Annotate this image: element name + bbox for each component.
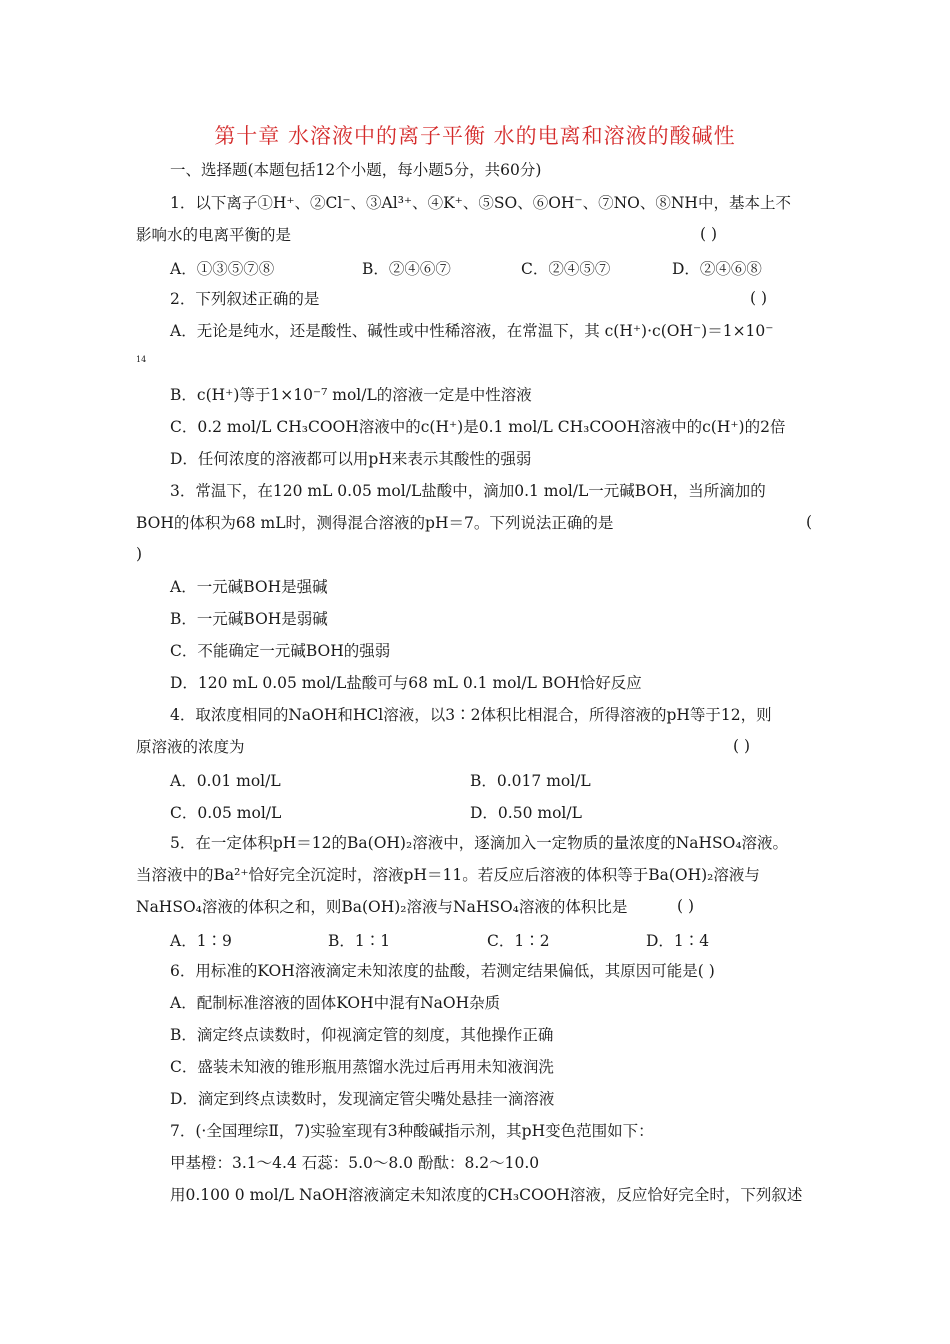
q3-stem-line2: BOH的体积为68 mL时，测得混合溶液的pH＝7。下列说法正确的是 <box>136 514 614 532</box>
q5-option-c: C．1∶2 <box>487 932 550 950</box>
q1-stem-line1: 1．以下离子①H⁺、②Cl⁻、③Al³⁺、④K⁺、⑤SO、⑥OH⁻、⑦NO、⑧NH中，基本上不 <box>170 194 791 212</box>
q5-stem-line3: NaHSO₄溶液的体积之和，则Ba(OH)₂溶液与NaHSO₄溶液的体积比是 <box>136 898 628 916</box>
q6-option-d: D．滴定到终点读数时，发现滴定管尖嘴处悬挂一滴溶液 <box>170 1090 555 1108</box>
q5-answer-paren: ( ) <box>677 897 695 915</box>
q3-option-a: A．一元碱BOH是强碱 <box>170 578 328 596</box>
q6-option-c: C．盛装未知液的锥形瓶用蒸馏水洗过后再用未知液润洗 <box>170 1058 554 1076</box>
q1-option-d: D．②④⑥⑧ <box>672 260 762 278</box>
q2-stem: 2．下列叙述正确的是 <box>170 290 320 308</box>
q3-option-d: D．120 mL 0.05 mol/L盐酸可与68 mL 0.1 mol/L BOH恰好反应 <box>170 674 642 692</box>
q1-stem-line2: 影响水的电离平衡的是 <box>136 226 292 244</box>
q3-stem-line1: 3．常温下，在120 mL 0.05 mol/L盐酸中，滴加0.1 mol/L一元碱BOH，当所滴加的 <box>170 482 766 500</box>
q3-paren-open: ( <box>806 513 813 531</box>
q6-option-b: B．滴定终点读数时，仰视滴定管的刻度，其他操作正确 <box>170 1026 554 1044</box>
q3-option-c: C．不能确定一元碱BOH的强弱 <box>170 642 391 660</box>
q2-option-b: B．c(H⁺)等于1×10⁻⁷ mol/L的溶液一定是中性溶液 <box>170 386 532 404</box>
q2-option-a: A．无论是纯水，还是酸性、碱性或中性稀溶液，在常温下，其 c(H⁺)·c(OH⁻)＝1×10⁻ <box>170 322 774 340</box>
q4-answer-paren: ( ) <box>733 737 751 755</box>
q4-option-c: C．0.05 mol/L <box>170 804 282 822</box>
q4-option-a: A．0.01 mol/L <box>170 772 281 790</box>
q1-option-c: C．②④⑤⑦ <box>521 260 611 278</box>
q6-option-a: A．配制标准溶液的固体KOH中混有NaOH杂质 <box>170 994 501 1012</box>
q2-answer-paren: ( ) <box>750 289 768 307</box>
chapter-title: 第十章 水溶液中的离子平衡 水的电离和溶液的酸碱性 <box>214 124 736 148</box>
q2-option-a-exponent: 14 <box>136 355 147 364</box>
q5-option-d: D．1∶4 <box>646 932 710 950</box>
q1-option-a: A．①③⑤⑦⑧ <box>170 260 275 278</box>
q5-option-b: B．1∶1 <box>328 932 391 950</box>
section-heading: 一、选择题(本题包括12个小题，每小题5分，共60分) <box>170 161 542 179</box>
q1-answer-paren: ( ) <box>700 225 718 243</box>
q7-indicator-ranges: 甲基橙：3.1～4.4 石蕊：5.0～8.0 酚酞：8.2～10.0 <box>170 1154 540 1172</box>
q1-option-b: B．②④⑥⑦ <box>362 260 451 278</box>
q3-option-b: B．一元碱BOH是弱碱 <box>170 610 328 628</box>
q5-stem-line1: 5．在一定体积pH＝12的Ba(OH)₂溶液中，逐滴加入一定物质的量浓度的NaHSO₄溶液。 <box>170 834 789 852</box>
q7-stem-line1: 7．(·全国理综Ⅱ，7)实验室现有3种酸碱指示剂，其pH变色范围如下： <box>170 1122 654 1140</box>
q4-option-b: B．0.017 mol/L <box>470 772 591 790</box>
q5-option-a: A．1∶9 <box>170 932 232 950</box>
q4-stem-line2: 原溶液的浓度为 <box>136 738 245 756</box>
q7-stem-line3: 用0.100 0 mol/L NaOH溶液滴定未知浓度的CH₃COOH溶液，反应恰好完全时，下列叙述 <box>170 1186 803 1204</box>
q2-option-c: C．0.2 mol/L CH₃COOH溶液中的c(H⁺)是0.1 mol/L CH₃COOH溶液中的c(H⁺)的2倍 <box>170 418 786 436</box>
q4-stem-line1: 4．取浓度相同的NaOH和HCl溶液，以3∶2体积比相混合，所得溶液的pH等于12，则 <box>170 706 772 724</box>
q4-option-d: D．0.50 mol/L <box>470 804 582 822</box>
q3-paren-close: ) <box>136 545 143 563</box>
q6-stem: 6．用标准的KOH溶液滴定未知浓度的盐酸，若测定结果偏低，其原因可能是( ) <box>170 962 715 980</box>
q5-stem-line2: 当溶液中的Ba²⁺恰好完全沉淀时，溶液pH＝11。若反应后溶液的体积等于Ba(OH)₂溶液与 <box>136 866 760 884</box>
q2-option-d: D．任何浓度的溶液都可以用pH来表示其酸性的强弱 <box>170 450 532 468</box>
